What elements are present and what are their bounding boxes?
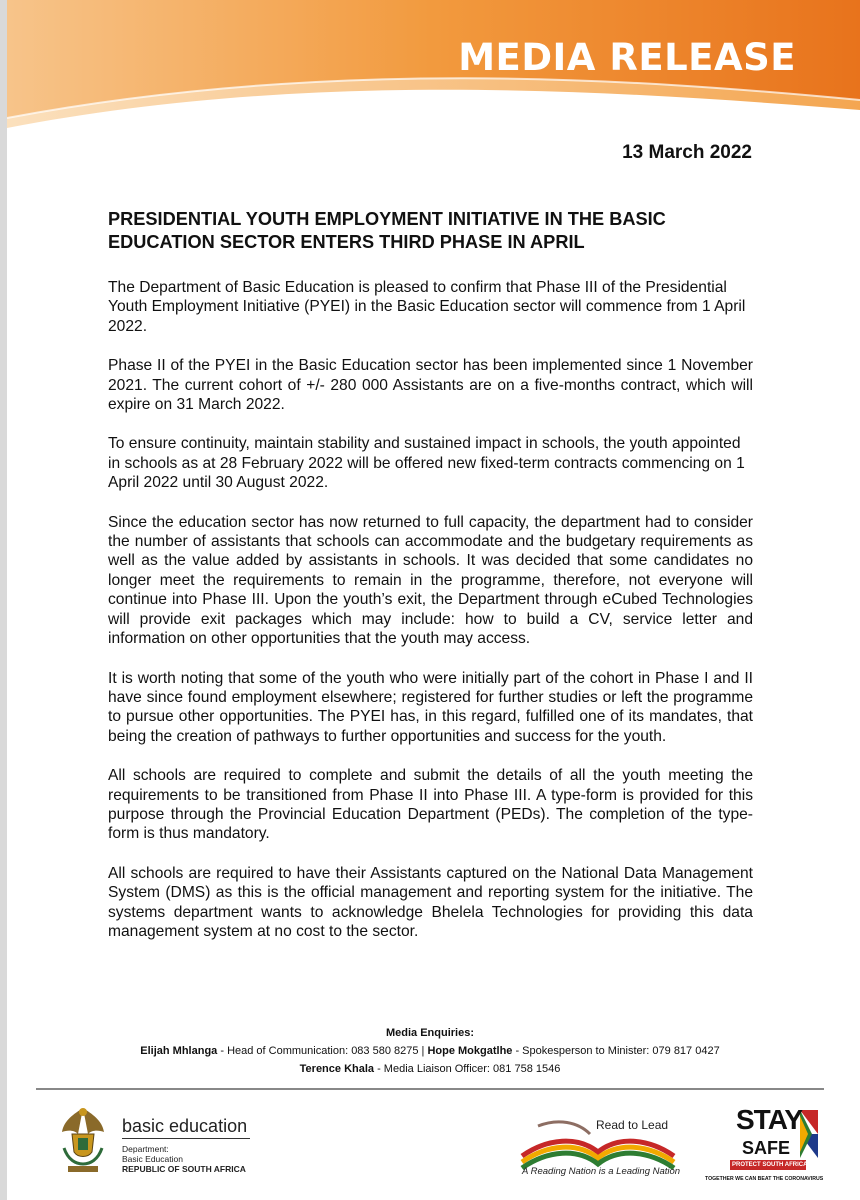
headline-line: PRESIDENTIAL YOUTH EMPLOYMENT INITIATIVE IN THE BASIC — [108, 209, 666, 229]
page-left-edge — [0, 0, 7, 1200]
footer-logos — [0, 1100, 860, 1200]
dept-underline — [122, 1138, 250, 1139]
headline-line: EDUCATION SECTOR ENTERS THIRD PHASE IN APRIL — [108, 232, 585, 252]
media-release-banner — [7, 0, 860, 130]
body-paragraph: All schools are required to have their Assistants captured on the National Data Management System (DMS) as this is the official management and reporting system for the initiative. The systems department wants to acknowledge Bhelela Technologies for providing this data management system at no cost to the sector. — [108, 864, 753, 940]
body-paragraph: To ensure continuity, maintain stability and sustained impact in schools, the youth appointed in schools as at 28 February 2022 will be offered new fixed-term contracts commencing on 1 April 2022 until 30 August 2022. — [108, 435, 745, 492]
dept-detail-line: REPUBLIC OF SOUTH AFRICA — [122, 1164, 246, 1174]
body-paragraph: It is worth noting that some of the youth who were initially part of the cohort in Phase I and II have since found employment elsewhere; registered for further studies or left the programme to pursue other opportunities. The PYEI has, in this regard, fulfilled one of its mandates, that being the creation of pathways to further opportunities and success for the youth. — [108, 669, 753, 745]
dept-details — [122, 1144, 246, 1174]
body-paragraph: The Department of Basic Education is pleased to confirm that Phase III of the Presidential Youth Employment Initiative (PYEI) in the Basic Education sector will commence from 1 April 2022. — [108, 279, 746, 335]
footer-divider — [36, 1088, 824, 1090]
release-date: 13 March 2022 — [622, 142, 752, 163]
release-headline — [108, 208, 758, 254]
dept-detail-line: Basic Education — [122, 1154, 183, 1164]
contact-name: Elijah Mhlanga — [140, 1045, 218, 1057]
contact-name: Hope Mokgatlhe — [427, 1045, 513, 1057]
protect-sa-text: PROTECT SOUTH AFRICA — [732, 1162, 808, 1168]
enquiries-heading: Media Enquiries: — [385, 1027, 475, 1039]
enquiries-line — [0, 1042, 860, 1060]
contact-detail: - Media Liaison Officer: 081 758 1546 — [374, 1063, 561, 1075]
contact-detail: - Head of Communication: 083 580 8275 | — [217, 1045, 428, 1057]
read-to-lead-title: Read to Lead — [596, 1118, 669, 1132]
stay-word: STAY — [736, 1104, 803, 1135]
banner-title: MEDIA RELEASE — [458, 36, 796, 79]
body-paragraph: All schools are required to complete and submit the details of all the youth meeting the requirements to be transitioned from Phase II into Phase III. A type-form is provided for this purpose through the Provincial Education Department (PEDs). The completion of the type-form is thus mandatory. — [108, 767, 753, 843]
dept-name: basic education — [122, 1116, 248, 1136]
body-paragraph: Phase II of the PYEI in the Basic Education sector has been implemented since 1 November 2021. The current cohort of +/- 280 000 Assistants are on a five-months contract, which will expire on 31 March 2022. — [108, 357, 753, 414]
release-body — [108, 278, 753, 961]
contact-detail: - Spokesperson to Minister: 079 817 0427 — [512, 1045, 720, 1057]
body-paragraph: Since the education sector has now returned to full capacity, the department had to consider the number of assistants that schools can accommodate and the budgetary requirements as well as the value added by assistants in schools. It was decided that some candidates no longer meet the requirements to remain in the programme, therefore, not everyone will continue into Phase III. Upon the youth’s exit, the Department through eCubed Technologies will provide exit packages which may include: how to build a CV, service letter and information on other opportunities that the youth may access. — [108, 513, 753, 648]
media-enquiries — [0, 1024, 860, 1078]
contact-name: Terence Khala — [299, 1063, 375, 1075]
dept-detail-line: Department: — [122, 1144, 169, 1154]
stay-safe-footer-text: TOGETHER WE CAN BEAT THE CORONAVIRUS — [705, 1176, 824, 1182]
safe-word: SAFE — [742, 1138, 791, 1158]
coat-of-arms-icon — [58, 1104, 108, 1176]
read-to-lead-tagline: A Reading Nation is a Leading Nation — [522, 1166, 681, 1177]
enquiries-line — [0, 1060, 860, 1078]
